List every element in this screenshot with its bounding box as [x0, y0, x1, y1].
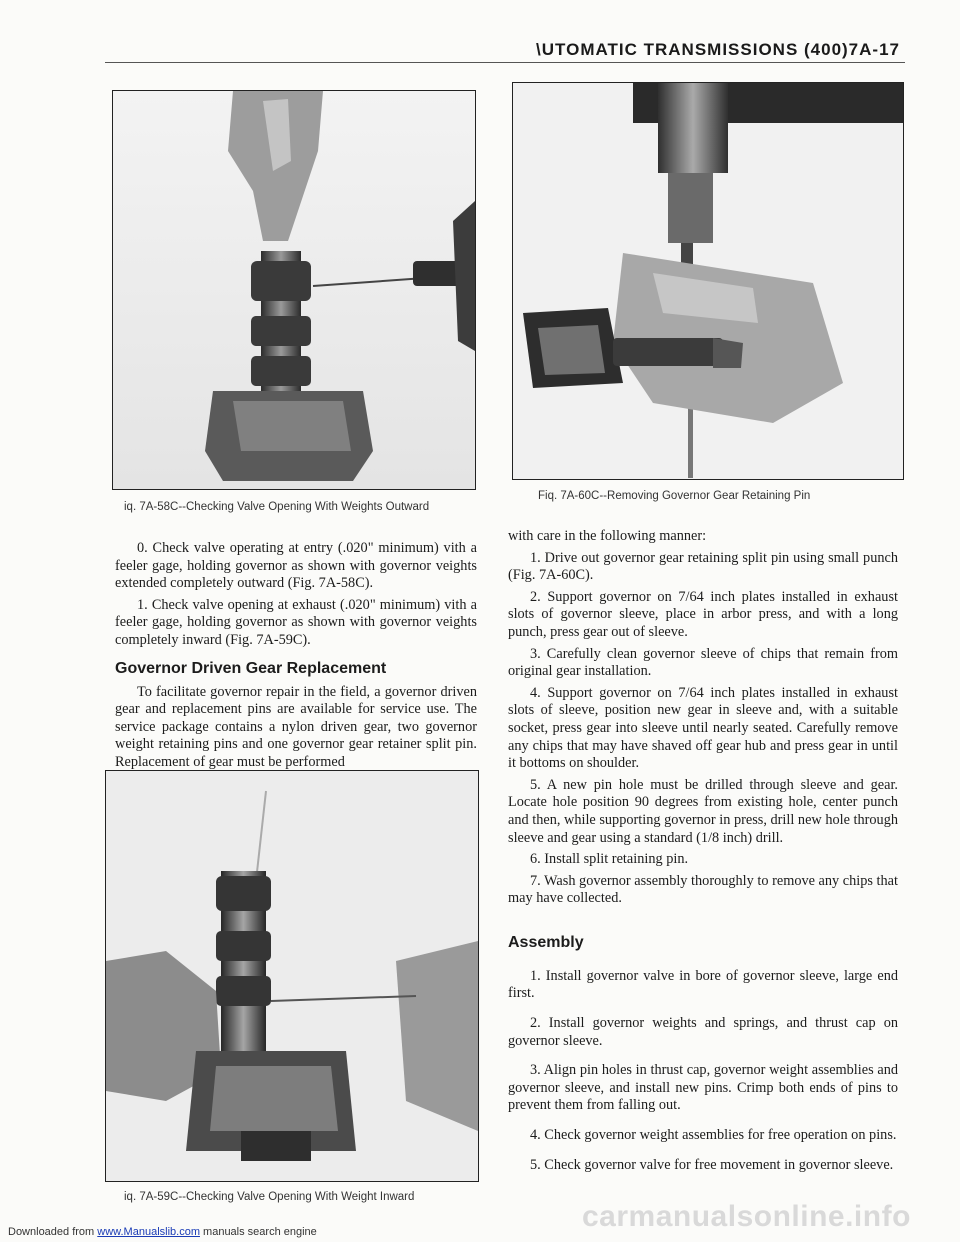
assembly-step-3: 3. Align pin holes in thrust cap, governor weight assemblies and governor sleeve, and install new pins. Crimp both ends of pins to prevent them from falling out.	[508, 1062, 898, 1114]
figure-7a-59c-caption: iq. 7A-59C--Checking Valve Opening With Weight Inward	[124, 1191, 415, 1203]
watermark: carmanualsonline.info	[582, 1200, 911, 1233]
assembly-step-4: 4. Check governor weight assemblies for free operation on pins.	[530, 1127, 897, 1144]
paragraph-check-exhaust: 1. Check valve opening at exhaust (.020" minimum) vith a feeler gage, holding governor as shown with governor veights completely inward (Fig. 7A-59C).	[115, 596, 477, 648]
assembly-step-2: 2. Install governor weights and springs, and thrust cap on governor sleeve.	[508, 1015, 898, 1049]
figure-7a-59c-photo	[105, 770, 479, 1182]
assembly-step-5: 5. Check governor valve for free movement in governor sleeve.	[530, 1156, 894, 1173]
page-header-title: \UTOMATIC TRANSMISSIONS (400)7A-17	[536, 40, 900, 59]
left-column-text	[115, 540, 477, 776]
step-2: 2. Support governor on 7/64 inch plates installed in exhaust slots of governor sleeve, place in arbor press, and with a long punch, press gear out of sleeve.	[508, 588, 898, 640]
section-heading-governor-gear: Governor Driven Gear Replacement	[115, 659, 387, 677]
paragraph-check-entry: 0. Check valve operating at entry (.020" minimum) vith a feeler gage, holding governor as shown with governor veights extended completely outward (Fig. 7A-58C).	[115, 540, 477, 592]
paragraph-governor-gear-intro: To facilitate governor repair in the field, a governor driven gear and replacement pins are available for service use. The service package contains a nylon driven gear, two governor weight retaining pins and one governor gear retainer split pin. Replacement of gear must be performed	[115, 683, 477, 770]
step-7: 7. Wash governor assembly thoroughly to remove any chips that may have collected.	[508, 872, 898, 907]
step-4: 4. Support governor on 7/64 inch plates installed in exhaust slots of sleeve, position new gear in sleeve and, with a suitable socket, press gear into sleeve until nearly seated. Carefully remove any chips that may have shaved off gear hub and press gear in until it bottoms on shoulder.	[508, 684, 898, 772]
figure-7a-60c-caption: Fiq. 7A-60C--Removing Governor Gear Retaining Pin	[538, 490, 811, 502]
section-heading-assembly: Assembly	[508, 933, 584, 951]
assembly-step-1: 1. Install governor valve in bore of governor sleeve, large end first.	[508, 967, 898, 1002]
step-5: 5. A new pin hole must be drilled through sleeve and gear. Locate hole position 90 degrees from existing hole, center punch and then, while supporting governor in press, drill new hole through sleeve and gear using a standard (1/8 inch) drill.	[508, 776, 898, 846]
footer-prefix: Downloaded from	[8, 1226, 98, 1238]
step-1: 1. Drive out governor gear retaining split pin using small punch (Fig. 7A-60C).	[508, 549, 898, 584]
figure-7a-58c-caption: iq. 7A-58C--Checking Valve Opening With Weights Outward	[124, 501, 430, 513]
figure-7a-60c-photo	[512, 82, 904, 480]
step-3: 3. Carefully clean governor sleeve of chips that remain from original gear installation.	[508, 645, 898, 680]
footer-suffix: manuals search engine	[199, 1226, 317, 1238]
header-rule	[105, 62, 905, 63]
right-column-text	[508, 528, 898, 1178]
figure-7a-58c-photo	[112, 90, 476, 490]
manualslib-link[interactable]: www.Manualslib.com	[97, 1226, 200, 1238]
download-footer	[8, 1226, 317, 1238]
step-6: 6. Install split retaining pin.	[530, 851, 689, 868]
paragraph-intro: with care in the following manner:	[508, 528, 707, 544]
